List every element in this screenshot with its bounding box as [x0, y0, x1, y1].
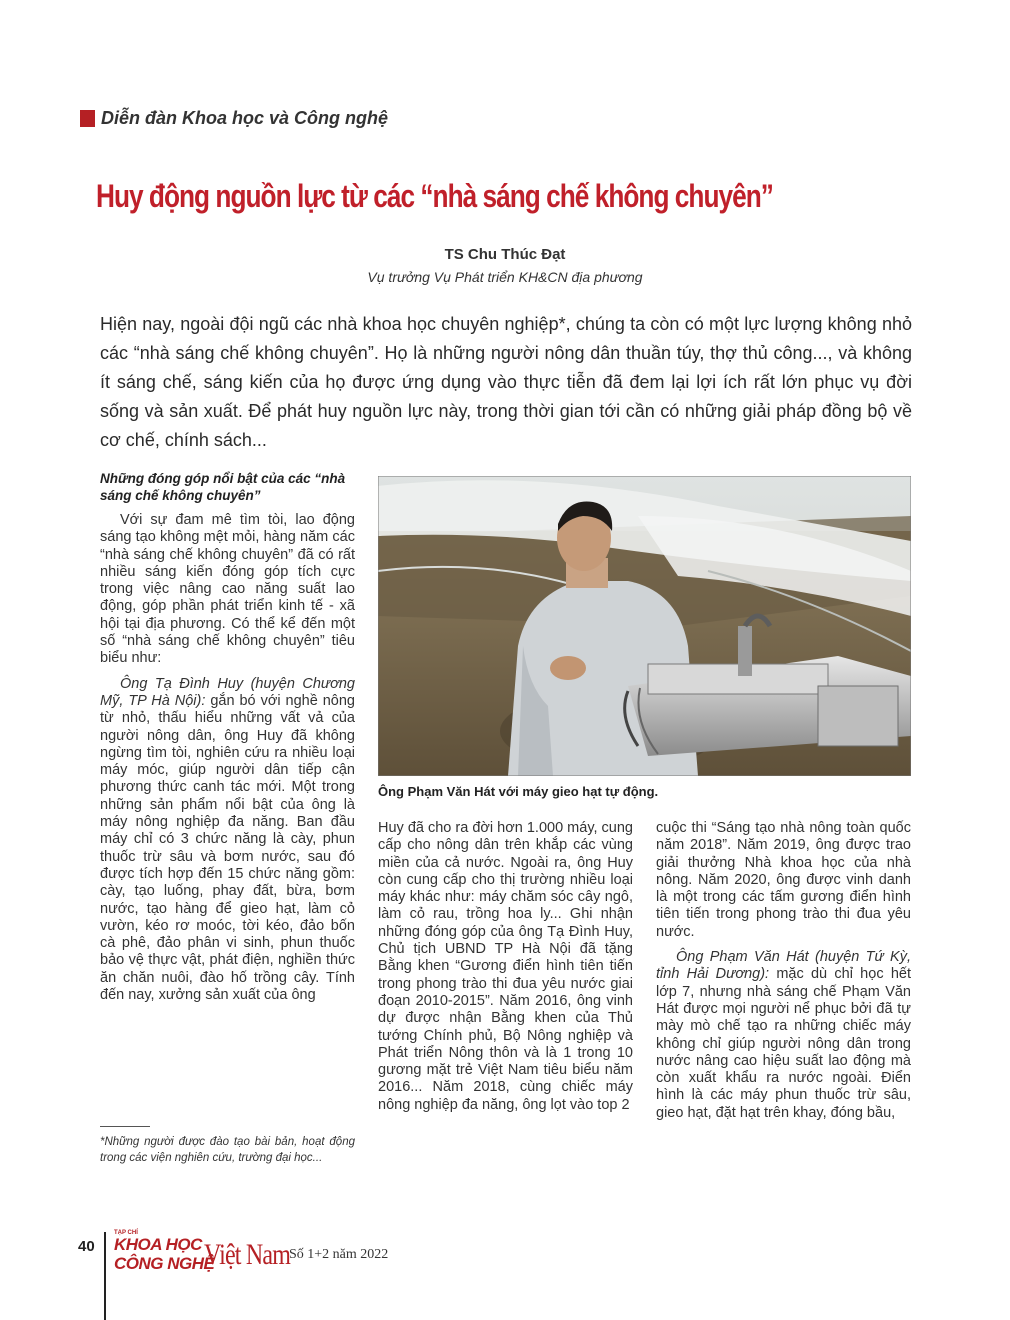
column-2	[378, 820, 633, 1122]
logo-line-2: CÔNG NGHỆ	[114, 1254, 215, 1273]
magazine-logo	[112, 1230, 307, 1282]
section-label: Diễn đàn Khoa học và Công nghệ	[101, 108, 389, 128]
article-photo	[378, 476, 911, 776]
farmer-with-machine-image	[378, 476, 911, 776]
author-name: TS Chu Thúc Đạt	[444, 246, 566, 263]
logo-vietnam: Việt Nam	[204, 1238, 291, 1271]
section-tag	[80, 108, 388, 129]
person-name: Ông Tạ Đình Huy (huyện Chương Mỹ, TP Hà Nội):	[100, 675, 355, 709]
subheading: Những đóng góp nổi bật của các “nhà sáng chế không chuyên”	[100, 471, 346, 503]
logo-small-text: TẠP CHÍ	[114, 1230, 138, 1236]
column-3	[656, 820, 911, 1130]
paragraph	[100, 676, 355, 1005]
issue-label: Số 1+2 năm 2022	[289, 1247, 389, 1262]
paragraph-text: mặc dù chỉ học hết lớp 7, nhưng nhà sáng chế Phạm Văn Hát được mọi người nể phục bởi đã tự mày mò chế tạo ra những chiếc máy không chỉ giúp người nông dân trong nước nâng cao hiệu suất lao động mà còn xuất khẩu ra nước ngoài. Điển hình là các máy phun thuốc trừ sâu, gieo hạt, đặt hạt trên khay, đóng bầu,	[656, 966, 911, 1121]
paragraph-text: gắn bó với nghề nông từ nhỏ, thấu hiểu những vất vả của người nông dân, ông Huy đã không ngừng tìm tòi, nghiên cứu ra nhiều loại máy móc, giúp người dân tiếp cận phương thức canh tác mới. Một trong những sản phẩm nổi bật của ông là máy nông nghiệp đa năng. Ban đầu máy chỉ có 3 chức năng là cày, phun thuốc trừ sâu và bơm nước, sau đó được tích hợp đến 15 chức năng gồm: cày, tạo luống, phay đất, bừa, bơm nước, tạo hàng để gieo hạt, làm cỏ vườn, kéo rơ moóc, tời kéo, đảo bốn cà phê, đảo phân vi sinh, phun thuốc bảo vệ thực vật, phát điện, nghiền thức ăn chăn nuôi, đào hố trồng cây. Tính đến nay, xưởng sản xuất của ông	[100, 692, 355, 1004]
person-name: Ông Phạm Văn Hát (huyện Tứ Kỳ, tỉnh Hải Dương):	[656, 949, 911, 983]
paragraph: cuộc thi “Sáng tạo nhà nông toàn quốc năm 2018”. Năm 2019, ông được trao giải thưởng Nhà khoa học của nhà nông. Năm 2020, ông được vinh danh là một trong các tấm gương điển hình tiên tiến trong phong trào thi đua yêu nước.	[656, 820, 911, 940]
footnote: *Những người được đào tạo bài bản, hoạt động trong các viện nghiên cứu, trường đại học...	[100, 1136, 355, 1164]
section-square-icon	[80, 110, 95, 127]
author-role: Vụ trưởng Vụ Phát triển KH&CN địa phương	[367, 269, 643, 285]
column-1	[100, 470, 355, 1012]
logo-line-1: KHOA HỌC	[114, 1235, 202, 1254]
paragraph	[656, 949, 911, 1122]
footnote-divider	[100, 1126, 150, 1127]
photo-caption: Ông Phạm Văn Hát với máy gieo hạt tự động.	[378, 784, 659, 799]
lead-paragraph: Hiện nay, ngoài đội ngũ các nhà khoa học chuyên nghiệp*, chúng ta còn có một lực lượng không nhỏ các “nhà sáng chế không chuyên”. Họ là những người nông dân thuần túy, thợ thủ công..., và không ít sáng chế, sáng kiến của họ được ứng dụng vào thực tiễn đã đem lại lợi ích rất lớn phục vụ đời sống và sản xuất. Để phát huy nguồn lực này, trong thời gian tới cần có những giải pháp đồng bộ về cơ chế, chính sách...	[100, 314, 912, 450]
page-number: 40	[78, 1238, 95, 1255]
footer-divider	[104, 1232, 106, 1320]
paragraph: Huy đã cho ra đời hơn 1.000 máy, cung cấp cho nông dân trên khắp các vùng miền của cả nước. Ngoài ra, ông Huy còn cung cấp cho thị trường nhiều loại máy khác như: máy chăm sóc cây ngô, làm cỏ rau, trồng hoa ly... Ghi nhận những đóng góp của ông Tạ Đình Huy, Chủ tịch UBND TP Hà Nội đã tặng Bằng khen “Gương điển hình tiên tiến trong phong trào thi đua yêu nước giai đoạn 2010-2015”. Năm 2016, ông vinh dự được nhận Bằng khen của Thủ tướng Chính phủ, Bộ Nông nghiệp và Phát triển Nông thôn và là 1 trong 10 gương mặt trẻ Việt Nam tiêu biểu năm 2016... Năm 2018, cùng chiếc máy nông nghiệp đa năng, ông lọt vào top 2	[378, 820, 633, 1113]
paragraph: Với sự đam mê tìm tòi, lao động sáng tạo không mệt mỏi, hàng năm các “nhà sáng chế không chuyên” đã có rất nhiều sáng kiến đóng góp tích cực trong việc nâng cao năng suất lao động, góp phần phát triển kinh tế - xã hội tại địa phương. Có thể kể đến một số “nhà sáng chế không chuyên” tiêu biểu như:	[100, 512, 355, 667]
article-title: Huy động nguồn lực từ các “nhà sáng chế không chuyên”	[96, 178, 773, 214]
